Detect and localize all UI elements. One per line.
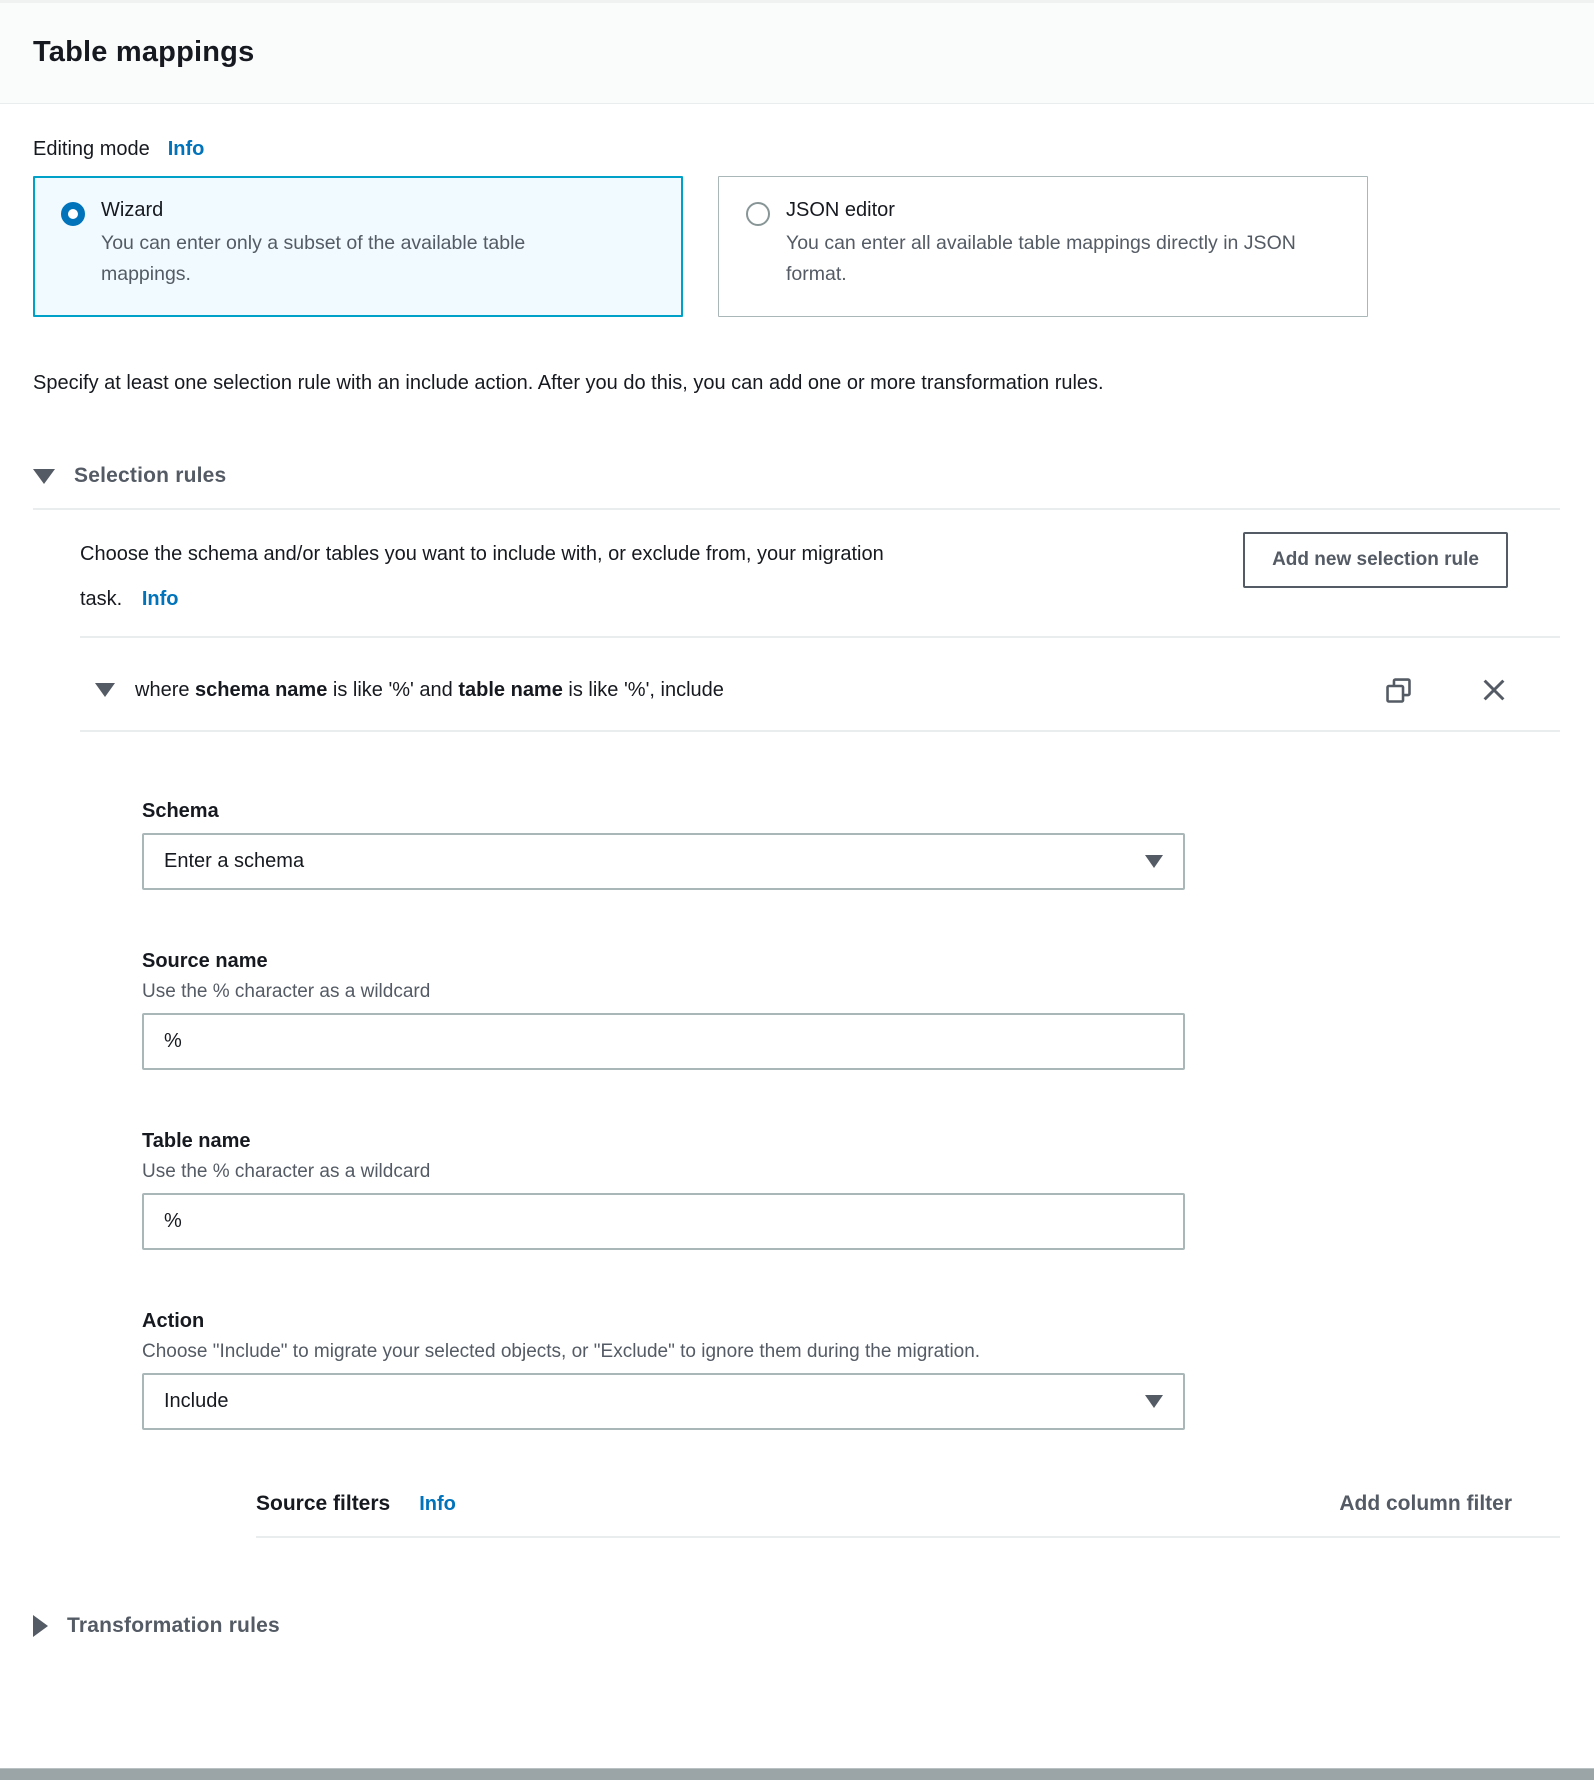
caret-down-icon (95, 683, 115, 697)
selection-rule-toggle[interactable] (80, 679, 724, 702)
selection-rules-heading: Selection rules (74, 464, 227, 487)
divider (33, 508, 1560, 510)
add-selection-rule-button[interactable]: Add new selection rule (1243, 532, 1508, 588)
table-name-field-group (142, 1130, 1560, 1250)
rule-summary-part: is like '%' and (327, 678, 459, 701)
rule-summary-table-name: table name (458, 678, 563, 701)
editing-mode-options (33, 176, 1560, 317)
divider (256, 1536, 1560, 1538)
dropdown-caret-icon (1145, 1395, 1163, 1408)
editing-mode-label: Editing mode (33, 138, 150, 160)
source-filters-label: Source filters (256, 1492, 391, 1515)
selection-rule-summary (135, 679, 724, 702)
selection-rule-actions (1382, 674, 1510, 706)
table-name-label: Table name (142, 1130, 251, 1152)
intro-text: Specify at least one selection rule with an include action. After you do this, you can add one or more transformation rules. (33, 372, 1104, 394)
schema-field-group (142, 800, 1560, 890)
selection-rules-description-text: Choose the schema and/or tables you want to include with, or exclude from, your migration task. (80, 543, 884, 610)
schema-select-value: Enter a schema (164, 850, 305, 872)
rule-summary-part: where (135, 678, 196, 701)
selection-rules-description (80, 532, 900, 622)
action-label: Action (142, 1310, 205, 1332)
action-select-value: Include (164, 1390, 229, 1412)
duplicate-rule-button[interactable] (1382, 674, 1414, 706)
json-editor-option-description: You can enter all available table mappings directly in JSON format. (786, 232, 1296, 285)
action-hint: Choose "Include" to migrate your selected objects, or "Exclude" to ignore them during the migration. (142, 1341, 981, 1362)
page-header (0, 0, 1594, 104)
source-name-label: Source name (142, 950, 268, 972)
table-name-input[interactable] (142, 1193, 1185, 1250)
radio-unselected-icon[interactable] (746, 202, 770, 226)
wizard-option-description: You can enter only a subset of the available table mappings. (101, 232, 526, 285)
rule-summary-part: is like '%', include (562, 678, 724, 701)
divider (80, 730, 1560, 732)
horizontal-scrollbar[interactable] (0, 1768, 1594, 1780)
selection-rule-header (80, 674, 1560, 706)
action-select[interactable] (142, 1373, 1185, 1430)
selection-rules-toggle[interactable] (33, 464, 1560, 488)
selection-rule-form (80, 800, 1560, 1538)
json-editor-option-text (786, 199, 1316, 290)
selection-rules-info-link[interactable]: Info (141, 588, 179, 610)
source-filters-section (142, 1492, 1560, 1538)
radio-selected-icon[interactable] (61, 202, 85, 226)
caret-down-icon (33, 469, 55, 484)
json-editor-option-label: JSON editor (786, 199, 895, 221)
transformation-rules-heading: Transformation rules (67, 1614, 280, 1637)
wizard-option-label: Wizard (101, 199, 164, 221)
schema-label: Schema (142, 800, 219, 822)
dropdown-caret-icon (1145, 855, 1163, 868)
table-name-hint: Use the % character as a wildcard (142, 1161, 431, 1182)
caret-right-icon (33, 1615, 48, 1637)
source-name-field-group (142, 950, 1560, 1070)
source-filters-row (256, 1492, 1560, 1516)
page-title: Table mappings (33, 36, 255, 68)
copy-icon (1383, 675, 1414, 706)
schema-select[interactable] (142, 833, 1185, 890)
table-mappings-content (0, 104, 1594, 1638)
action-field-group (142, 1310, 1560, 1430)
close-icon (1479, 675, 1509, 705)
editing-mode-info-link[interactable]: Info (167, 138, 205, 160)
remove-rule-button[interactable] (1478, 674, 1510, 706)
divider (80, 636, 1560, 638)
editing-mode-option-wizard[interactable] (33, 176, 683, 317)
transformation-rules-toggle[interactable] (33, 1614, 1560, 1638)
selection-rules-intro-row (80, 532, 1560, 622)
wizard-option-text (101, 199, 601, 290)
selection-rules-body (33, 532, 1560, 1538)
add-column-filter-button[interactable]: Add column filter (1339, 1492, 1512, 1515)
rule-summary-schema-name: schema name (195, 678, 328, 701)
source-name-input[interactable] (142, 1013, 1185, 1070)
source-name-hint: Use the % character as a wildcard (142, 981, 431, 1002)
source-filters-info-link[interactable]: Info (419, 1493, 456, 1515)
editing-mode-row (33, 138, 1560, 161)
editing-mode-option-json-editor[interactable] (718, 176, 1368, 317)
